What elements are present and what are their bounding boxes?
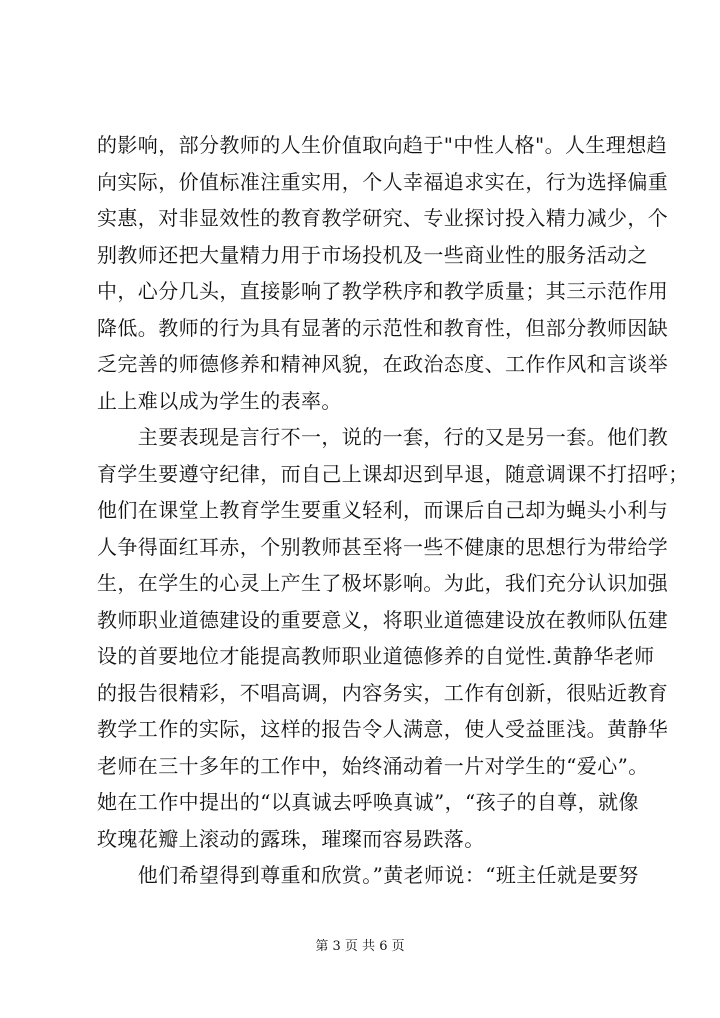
- text-line: 降低。教师的行为具有显著的示范性和教育性，但部分教师因缺: [97, 315, 669, 340]
- text-line: 玫瑰花瓣上滚动的露珠，璀璨而容易跌落。: [97, 826, 485, 851]
- text-line: 别教师还把大量精力用于市场投机及一些商业性的服务活动之: [97, 242, 648, 267]
- text-line: 止上难以成为学生的表率。: [97, 388, 342, 413]
- text-line: 教师职业道德建设的重要意义，将职业道德建设放在教师队伍建: [97, 607, 669, 632]
- text-line: 向实际，价值标准注重实用，个人幸福追求实在，行为选择偏重: [97, 169, 669, 194]
- text-line: 实惠，对非显效性的教育教学研究、专业探讨投入精力减少，个: [97, 206, 669, 230]
- body-text: [97, 127, 689, 894]
- text-line: 的报告很精彩，不唱高调，内容务实，工作有创新，很贴近教育: [97, 680, 669, 705]
- text-line: 老师在三十多年的工作中，始终涌动着一片对学生的“爱心”。: [97, 753, 649, 778]
- text-line: 的影响，部分教师的人生价值取向趋于"中性人格"。人生理想趋: [97, 133, 667, 157]
- text-line: 人争得面红耳赤，个别教师甚至将一些不健康的思想行为带给学: [97, 534, 669, 559]
- text-line: 设的首要地位才能提高教师职业道德修养的自觉性.黄静华老师: [97, 644, 655, 668]
- text-line: 他们在课堂上教育学生要重义轻利，而课后自己却为蝇头小利与: [97, 498, 669, 522]
- text-line: 生，在学生的心灵上产生了极坏影响。为此，我们充分认识加强: [97, 571, 669, 595]
- text-line: 她在工作中提出的“以真诚去呼唤真诚”，“孩子的自尊，就像: [97, 790, 639, 814]
- text-line: 中，心分几头，直接影响了教学秩序和教学质量；其三示范作用: [97, 279, 669, 303]
- text-line: 他们希望得到尊重和欣赏。”黄老师说：“班主任就是要努: [97, 863, 639, 887]
- text-line: 育学生要遵守纪律，而自己上课却迟到早退，随意调课不打招呼；: [97, 461, 689, 486]
- text-line: 主要表现是言行不一，说的一套，行的又是另一套。他们教: [97, 425, 669, 449]
- page-number-footer: 第 3 页 共 6 页: [315, 939, 405, 954]
- text-line: 乏完善的师德修养和精神风貌，在政治态度、工作作风和言谈举: [97, 352, 669, 376]
- text-line: 教学工作的实际，这样的报告令人满意，使人受益匪浅。黄静华: [97, 717, 669, 741]
